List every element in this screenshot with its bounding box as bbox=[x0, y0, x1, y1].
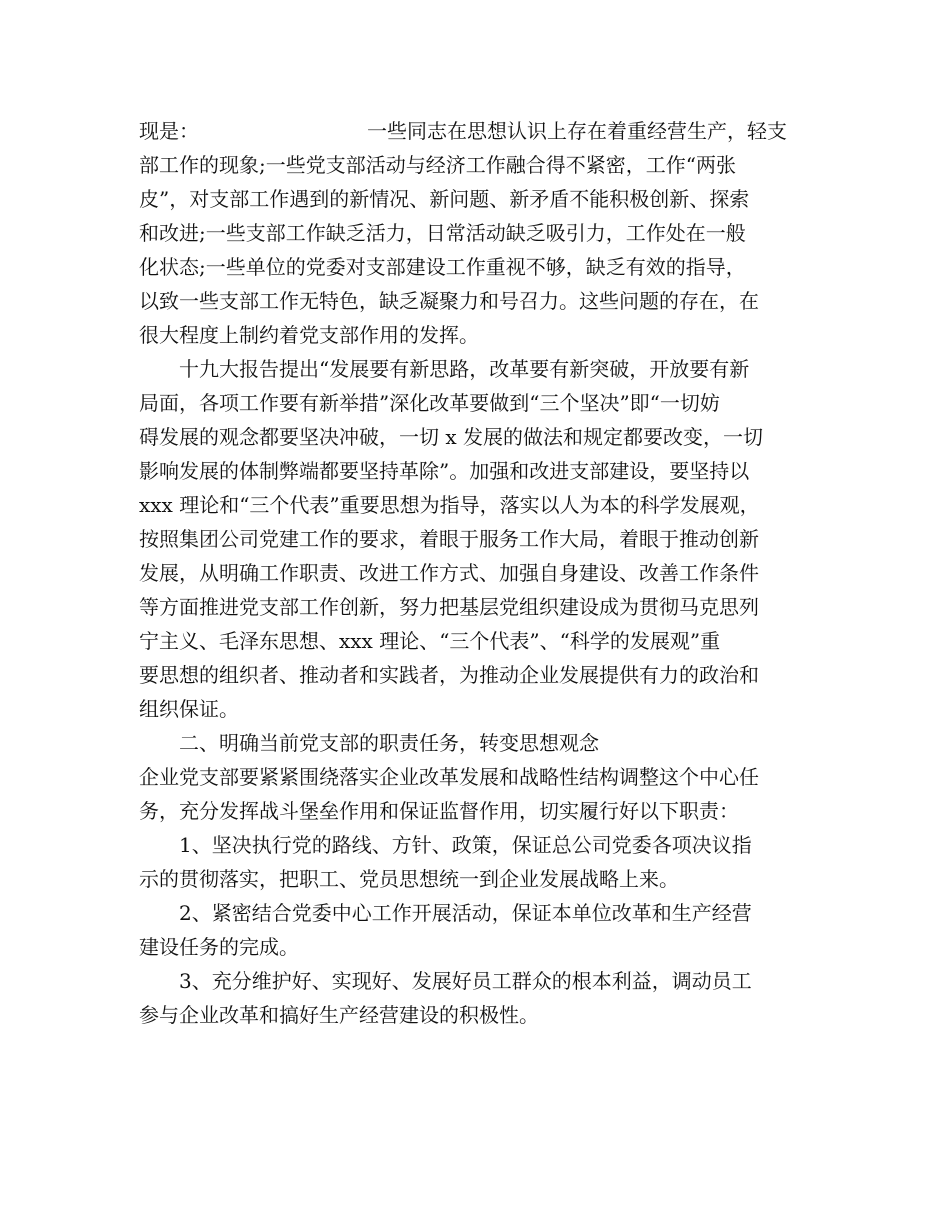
text-line: 部工作的现象;一些党支部活动与经济工作融合得不紧密，工作“两张 bbox=[139, 153, 736, 177]
text-line: 按照集团公司党建工作的要求，着眼于服务工作大局，着眼于推动创新 bbox=[139, 527, 759, 551]
text-line: 十九大报告提出“发展要有新思路，改革要有新突破，开放要有新 bbox=[179, 357, 750, 381]
text-line: 皮”，对支部工作遇到的新情况、新问题、新矛盾不能积极创新、探索 bbox=[139, 187, 750, 211]
text-line: 影响发展的体制弊端都要坚持革除”。加强和改进支部建设，要坚持以 bbox=[139, 459, 750, 483]
text-line: 和改进;一些支部工作缺乏活力，日常活动缺乏吸引力，工作处在一般 bbox=[139, 221, 746, 245]
text-line: 要思想的组织者、推动者和实践者，为推动企业发展提供有力的政治和 bbox=[139, 663, 759, 687]
list-item-duty-1 bbox=[139, 828, 819, 896]
text-line: 宁主义、毛泽东思想、xxx 理论、“三个代表”、“科学的发展观”重 bbox=[139, 629, 721, 653]
paragraph-problems bbox=[139, 114, 819, 352]
text-line: 化状态;一些单位的党委对支部建设工作重视不够，缺乏有效的指导， bbox=[139, 255, 746, 279]
text-line: 碍发展的观念都要坚决冲破，一切 x 发展的做法和规定都要改变，一切 bbox=[139, 425, 763, 449]
paragraph-duties-intro bbox=[139, 760, 819, 828]
paragraph-report bbox=[139, 352, 819, 726]
text-line: xxx 理论和“三个代表”重要思想为指导，落实以人为本的科学发展观， bbox=[139, 493, 760, 517]
document-body bbox=[139, 114, 819, 1032]
text-line: 以致一些支部工作无特色，缺乏凝聚力和号召力。这些问题的存在，在 bbox=[139, 289, 759, 313]
text-line: 示的贯彻落实，把职工、党员思想统一到企业发展战略上来。 bbox=[139, 867, 679, 891]
list-item-duty-2 bbox=[139, 896, 819, 964]
text-line: 局面，各项工作要有新举措”深化改革要做到“三个坚决”即“一切妨 bbox=[139, 391, 720, 415]
list-item-duty-3 bbox=[139, 964, 819, 1032]
text-segment: 一些同志在思想认识上存在着重经营生产，轻支 bbox=[367, 119, 787, 143]
text-line: 发展，从明确工作职责、改进工作方式、加强自身建设、改善工作条件 bbox=[139, 561, 759, 585]
text-line: 等方面推进党支部工作创新，努力把基层党组织建设成为贯彻马克思列 bbox=[139, 595, 759, 619]
text-line: 企业党支部要紧紧围绕落实企业改革发展和战略性结构调整这个中心任 bbox=[139, 765, 759, 789]
heading-text: 二、明确当前党支部的职责任务，转变思想观念 bbox=[179, 731, 599, 755]
section-heading bbox=[139, 726, 819, 760]
text-line: 3、充分维护好、实现好、发展好员工群众的根本利益，调动员工 bbox=[179, 969, 752, 993]
text-line: 建设任务的完成。 bbox=[139, 935, 299, 959]
text-line bbox=[139, 114, 819, 148]
text-line: 组织保证。 bbox=[139, 697, 239, 721]
text-segment: 现是： bbox=[139, 119, 199, 143]
text-line: 务，充分发挥战斗堡垒作用和保证监督作用，切实履行好以下职责： bbox=[139, 799, 739, 823]
text-line: 2、紧密结合党委中心工作开展活动，保证本单位改革和生产经营 bbox=[179, 901, 752, 925]
text-line: 很大程度上制约着党支部作用的发挥。 bbox=[139, 323, 479, 347]
text-line: 参与企业改革和搞好生产经营建设的积极性。 bbox=[139, 1003, 539, 1027]
text-line: 1、坚决执行党的路线、方针、政策，保证总公司党委各项决议指 bbox=[179, 833, 752, 857]
